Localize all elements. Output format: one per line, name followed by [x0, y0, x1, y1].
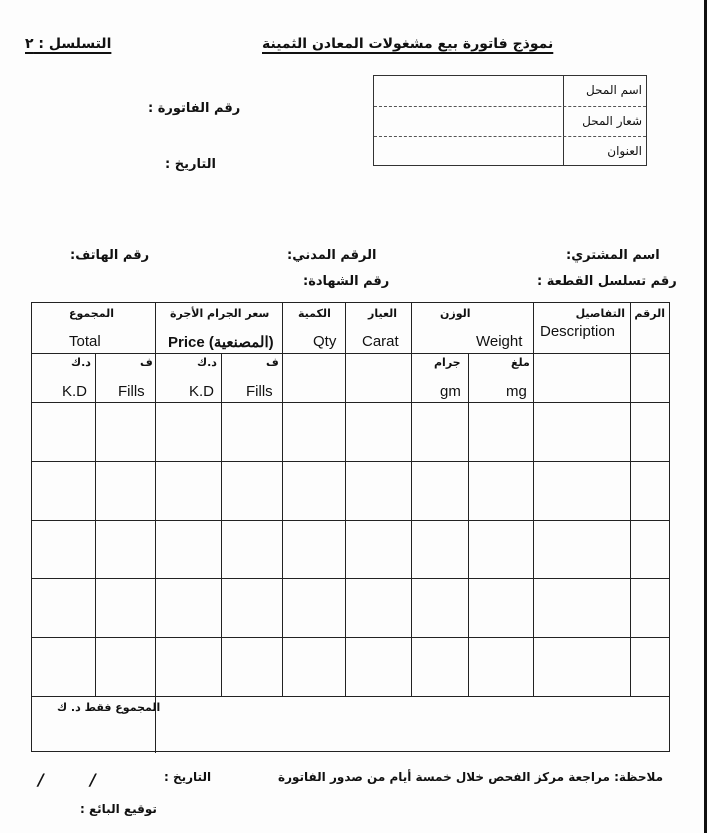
col-line	[155, 303, 156, 753]
shop-logo-label: شعار المحل	[582, 114, 642, 128]
invoice-date-label: التاريخ :	[165, 157, 216, 172]
buyer-name-label: اسم المشتري:	[566, 248, 660, 263]
certificate-number-label: رقم الشهادة:	[303, 274, 390, 289]
col-line	[95, 353, 96, 696]
shop-name-label: اسم المحل	[586, 83, 642, 97]
col-price-ar: سعر الجرام الأجرة	[170, 307, 270, 320]
serial-number: التسلسل : ٢	[25, 36, 112, 52]
col-line	[221, 353, 222, 696]
row-line	[32, 520, 669, 521]
total-fills-en: Fills	[118, 383, 145, 400]
weight-mg-en: mg	[506, 383, 527, 400]
inspection-note: ملاحظة: مراجعة مركز الفحص خلال خمسة أيام من صدور الفاتورة	[278, 770, 664, 784]
date-slash: /	[90, 770, 96, 789]
col-carat-en: Carat	[362, 333, 399, 350]
form-title: نموذج فاتورة بيع مشغولات المعادن الثمينة	[262, 36, 554, 52]
col-carat-ar: العيار	[368, 307, 398, 320]
col-total-en: Total	[69, 333, 101, 350]
shop-logo-row	[374, 106, 646, 137]
weight-mg-ar: ملغ	[511, 356, 530, 369]
row-line	[32, 353, 669, 354]
col-total-ar: المجموع	[69, 307, 114, 320]
items-table	[31, 302, 670, 752]
shop-name-row	[374, 76, 646, 106]
seller-signature-label: توقيع البائع :	[80, 802, 157, 816]
price-kd-ar: د.ك	[197, 356, 217, 369]
weight-gm-ar: جرام	[434, 356, 461, 369]
price-fills-ar: ف	[266, 356, 279, 369]
row-line	[32, 402, 669, 403]
row-line	[32, 637, 669, 638]
phone-label: رقم الهاتف:	[70, 248, 150, 263]
col-number-ar: الرقم	[634, 307, 665, 320]
shop-address-label: العنوان	[607, 144, 642, 158]
col-description-ar: التفاصيل	[575, 307, 625, 320]
invoice-number-label: رقم الفاتورة :	[148, 101, 241, 116]
footer-date-label: التاريخ :	[164, 770, 212, 784]
date-slash: /	[38, 770, 44, 789]
col-weight-ar: الوزن	[440, 307, 471, 320]
col-weight-en: Weight	[476, 333, 523, 350]
total-only-label: المجموع فقط د. ك	[57, 701, 161, 714]
piece-serial-label: رقم تسلسل القطعة :	[537, 274, 677, 289]
row-line	[32, 578, 669, 579]
shop-info-box	[373, 75, 647, 166]
col-price-en: Price (المصنعية)	[168, 334, 274, 351]
col-description-en: Description	[540, 323, 616, 340]
row-line	[32, 696, 669, 697]
price-fills-en: Fills	[246, 383, 273, 400]
total-kd-ar: د.ك	[71, 356, 91, 369]
weight-gm-en: gm	[440, 383, 461, 400]
shop-address-row	[374, 136, 646, 167]
total-kd-en: K.D	[62, 383, 88, 400]
col-qty-ar: الكمية	[298, 307, 331, 320]
col-line	[468, 353, 469, 696]
total-fills-ar: ف	[140, 356, 153, 369]
price-kd-en: K.D	[189, 383, 215, 400]
col-qty-en: Qty	[313, 333, 337, 350]
page-edge-line	[704, 0, 707, 833]
civil-id-label: الرقم المدني:	[287, 248, 377, 263]
row-line	[32, 461, 669, 462]
